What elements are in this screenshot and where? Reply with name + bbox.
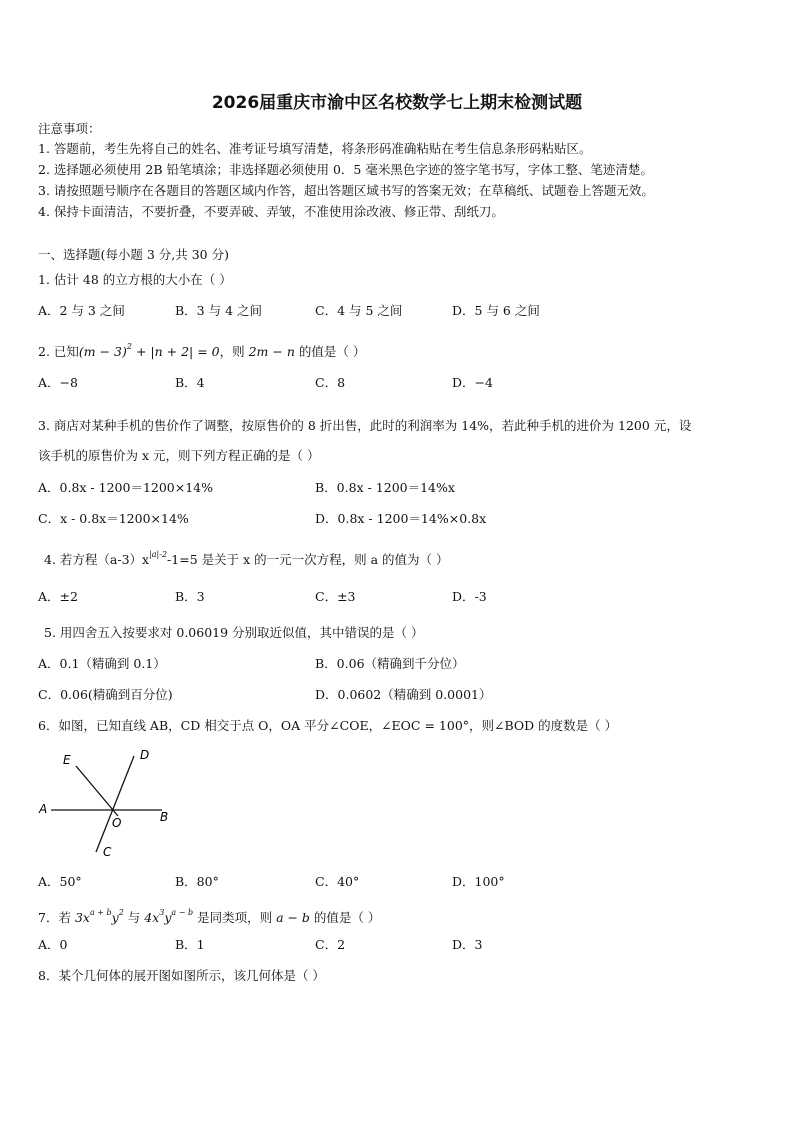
q7-term-2-y-exp: a − b bbox=[171, 908, 194, 917]
q4-option-a[interactable]: A．±2 bbox=[38, 589, 78, 604]
q1-option-c[interactable]: C．4 与 5 之间 bbox=[315, 303, 403, 318]
intersecting-lines-figure bbox=[34, 744, 184, 862]
q3-option-b[interactable]: B．0.8x - 1200＝14%x bbox=[315, 480, 455, 495]
notes-heading: 注意事项： bbox=[38, 121, 101, 136]
q6-option-a[interactable]: A．50° bbox=[38, 874, 82, 889]
q7-term-2-x-exp: 3 bbox=[159, 908, 165, 917]
q4-option-b[interactable]: B．3 bbox=[175, 589, 205, 604]
q2-suffix: 的值是（ ） bbox=[294, 344, 366, 359]
q4-option-d[interactable]: D．-3 bbox=[452, 589, 487, 604]
q3-option-a[interactable]: A．0.8x - 1200＝1200×14% bbox=[38, 480, 214, 495]
q3-option-d[interactable]: D．0.8x - 1200＝14%×0.8x bbox=[315, 511, 487, 526]
q4-option-c[interactable]: C．±3 bbox=[315, 589, 356, 604]
q2-target: 2m − n bbox=[248, 344, 295, 359]
label-b: B bbox=[160, 810, 169, 824]
q7-term-2: 4x bbox=[144, 910, 160, 925]
page-title: 2026届重庆市渝中区名校数学七上期末检测试题 bbox=[211, 93, 583, 113]
question-3-line-2: 该手机的原售价为 x 元，则下列方程正确的是（ ） bbox=[38, 448, 320, 463]
q3-option-c[interactable]: C．x - 0.8x＝1200×14% bbox=[38, 511, 189, 526]
label-a: A bbox=[39, 802, 48, 816]
label-o: O bbox=[112, 816, 122, 830]
label-e: E bbox=[63, 753, 71, 767]
q7-post: 是同类项，则 bbox=[193, 910, 277, 925]
q7-pre: 7．若 bbox=[38, 910, 75, 925]
q7-end: 的值是（ ） bbox=[309, 910, 381, 925]
q7-term-1-y-exp: 2 bbox=[118, 908, 124, 917]
note-item: 1. 答题前，考生先将自己的姓名、准考证号填写清楚，将条形码准确粘贴在考生信息条形码粘贴区。 bbox=[38, 141, 592, 156]
q7-option-b[interactable]: B．1 bbox=[175, 937, 205, 952]
q5-option-c[interactable]: C．0.06(精确到百分位) bbox=[38, 687, 173, 702]
q7-term-1-x-exp: a + b bbox=[89, 908, 112, 917]
q4-post: -1=5 是关于 x 的一元一次方程，则 a 的值为（ ） bbox=[167, 552, 449, 567]
line-cd bbox=[96, 756, 134, 852]
q6-option-c[interactable]: C．40° bbox=[315, 874, 360, 889]
note-item: 2. 选择题必须使用 2B 铅笔填涂；非选择题必须使用 0．5 毫米黑色字迹的签字笔书写，字体工整、笔迹清楚。 bbox=[38, 162, 653, 177]
q4-pre: 4. 若方程（a-3）x bbox=[44, 552, 150, 567]
q6-option-b[interactable]: B．80° bbox=[175, 874, 219, 889]
q7-option-c[interactable]: C．2 bbox=[315, 937, 346, 952]
note-item: 4. 保持卡面清洁，不要折叠，不要弄破、弄皱，不准使用涂改液、修正带、刮纸刀。 bbox=[38, 204, 504, 219]
q2-abs: + |n + 2| = 0 bbox=[131, 344, 220, 359]
q2-then: ，则 bbox=[219, 344, 249, 359]
q2-option-d[interactable]: D．−4 bbox=[452, 375, 493, 390]
q7-option-d[interactable]: D．3 bbox=[452, 937, 483, 952]
q2-expr: (m − 3) bbox=[78, 344, 127, 359]
q7-term-1-y: y bbox=[111, 910, 119, 925]
q5-option-d[interactable]: D．0.0602（精确到 0.0001） bbox=[315, 687, 492, 702]
question-3-line-1: 3. 商店对某种手机的售价作了调整，按原售价的 8 折出售，此时的利润率为 14%，若此种手机的进价为 1200 元，设 bbox=[38, 418, 692, 433]
q2-option-a[interactable]: A．−8 bbox=[38, 375, 78, 390]
q7-term-2-y: y bbox=[164, 910, 172, 925]
q7-option-a[interactable]: A．0 bbox=[38, 937, 68, 952]
q7-term-1: 3x bbox=[74, 910, 90, 925]
question-2-stem bbox=[38, 339, 365, 360]
label-d: D bbox=[140, 748, 150, 762]
q2-option-b[interactable]: B．4 bbox=[175, 375, 205, 390]
q2-prefix: 2. 已知 bbox=[38, 344, 79, 359]
section-heading: 一、选择题(每小题 3 分,共 30 分) bbox=[38, 247, 229, 262]
q2-option-c[interactable]: C．8 bbox=[315, 375, 346, 390]
q7-target: a − b bbox=[276, 910, 310, 925]
q1-option-a[interactable]: A．2 与 3 之间 bbox=[38, 303, 125, 318]
q1-option-b[interactable]: B．3 与 4 之间 bbox=[175, 303, 263, 318]
q5-option-a[interactable]: A．0.1（精确到 0.1） bbox=[38, 656, 166, 671]
q7-and: 与 bbox=[123, 910, 145, 925]
label-c: C bbox=[103, 845, 112, 859]
question-1-stem: 1. 估计 48 的立方根的大小在（ ） bbox=[38, 272, 232, 287]
question-5-stem: 5. 用四舍五入按要求对 0.06019 分别取近似值，其中错误的是（ ） bbox=[44, 625, 424, 640]
q1-option-d[interactable]: D．5 与 6 之间 bbox=[452, 303, 540, 318]
q2-exponent: 2 bbox=[126, 342, 132, 351]
ray-oe bbox=[76, 766, 118, 816]
question-6-stem: 6．如图，已知直线 AB，CD 相交于点 O，OA 平分∠COE，∠EOC = 100°，则∠BOD 的度数是（ ） bbox=[38, 718, 618, 733]
q6-option-d[interactable]: D．100° bbox=[452, 874, 505, 889]
question-4-stem bbox=[44, 547, 449, 568]
note-item: 3. 请按照题号顺序在各题目的答题区域内作答，超出答题区域书写的答案无效；在草稿纸、试题卷上答题无效。 bbox=[38, 183, 654, 198]
q5-option-b[interactable]: B．0.06（精确到千分位） bbox=[315, 656, 465, 671]
question-8-stem: 8．某个几何体的展开图如图所示，该几何体是（ ） bbox=[38, 968, 325, 983]
q4-exponent: |a|-2 bbox=[149, 550, 168, 559]
question-7-stem bbox=[38, 905, 380, 926]
